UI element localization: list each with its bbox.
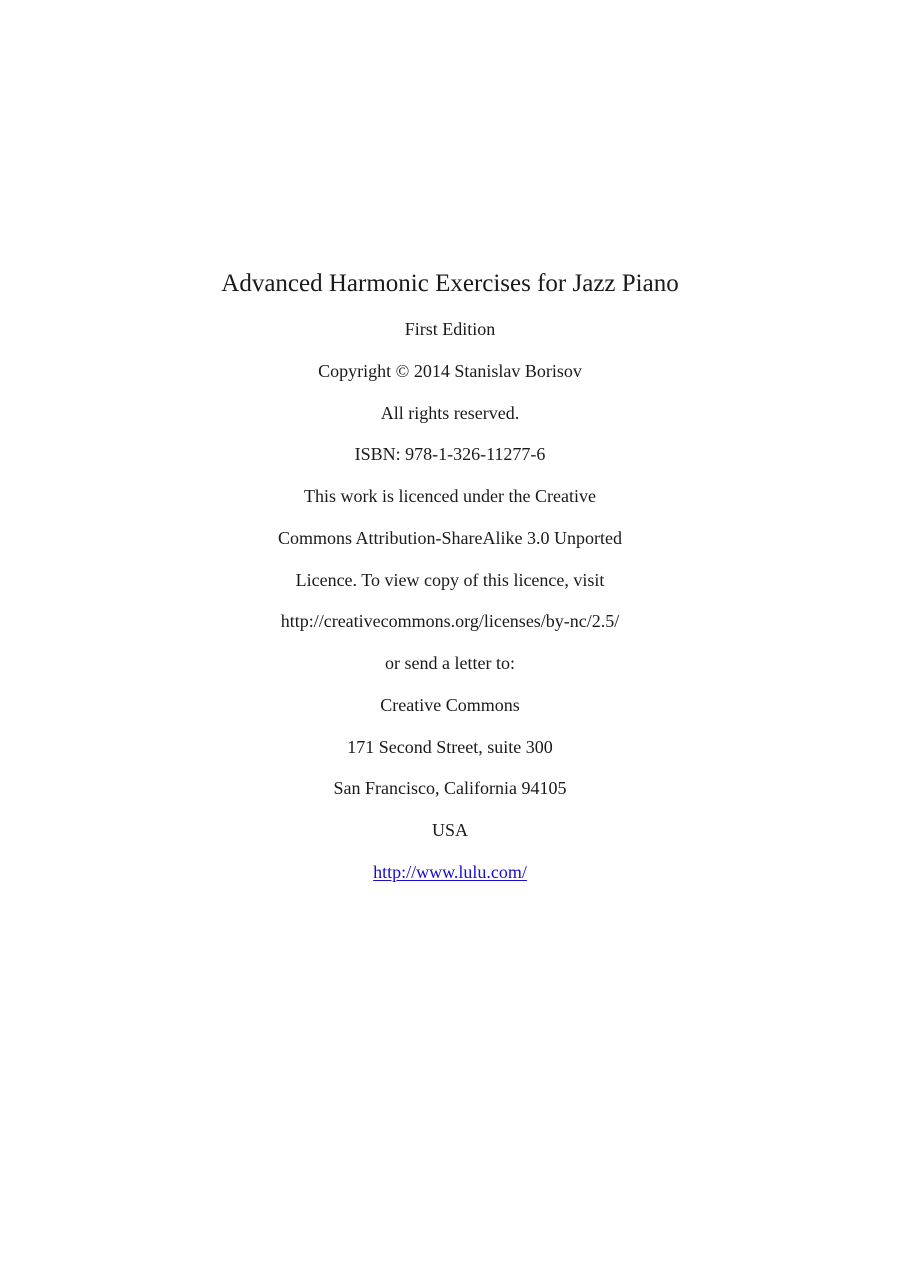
address-line: San Francisco, California 94105 [333, 778, 567, 799]
website-link[interactable]: http://www.lulu.com/ [373, 861, 527, 882]
book-title: Advanced Harmonic Exercises for Jazz Piano [221, 270, 679, 297]
address-line: Creative Commons [380, 694, 520, 715]
copyright-line: Copyright © 2014 Stanislav Borisov [318, 360, 582, 381]
licence-line: Licence. To view copy of this licence, visit [295, 569, 605, 590]
rights-line: All rights reserved. [380, 402, 520, 423]
isbn-line: ISBN: 978-1-326-11277-6 [354, 444, 546, 465]
copyright-notice [0, 316, 900, 901]
licence-url-line: http://creativecommons.org/licenses/by-nc/2.5/ [280, 611, 620, 632]
edition-line: First Edition [404, 319, 496, 339]
address-line: USA [431, 820, 468, 840]
website-line [0, 859, 900, 901]
licence-line: Commons Attribution-ShareAlike 3.0 Unported [278, 527, 622, 548]
address-line: 171 Second Street, suite 300 [347, 736, 553, 757]
licence-line: This work is licenced under the Creative [304, 486, 596, 506]
licence-line: or send a letter to: [385, 653, 515, 673]
